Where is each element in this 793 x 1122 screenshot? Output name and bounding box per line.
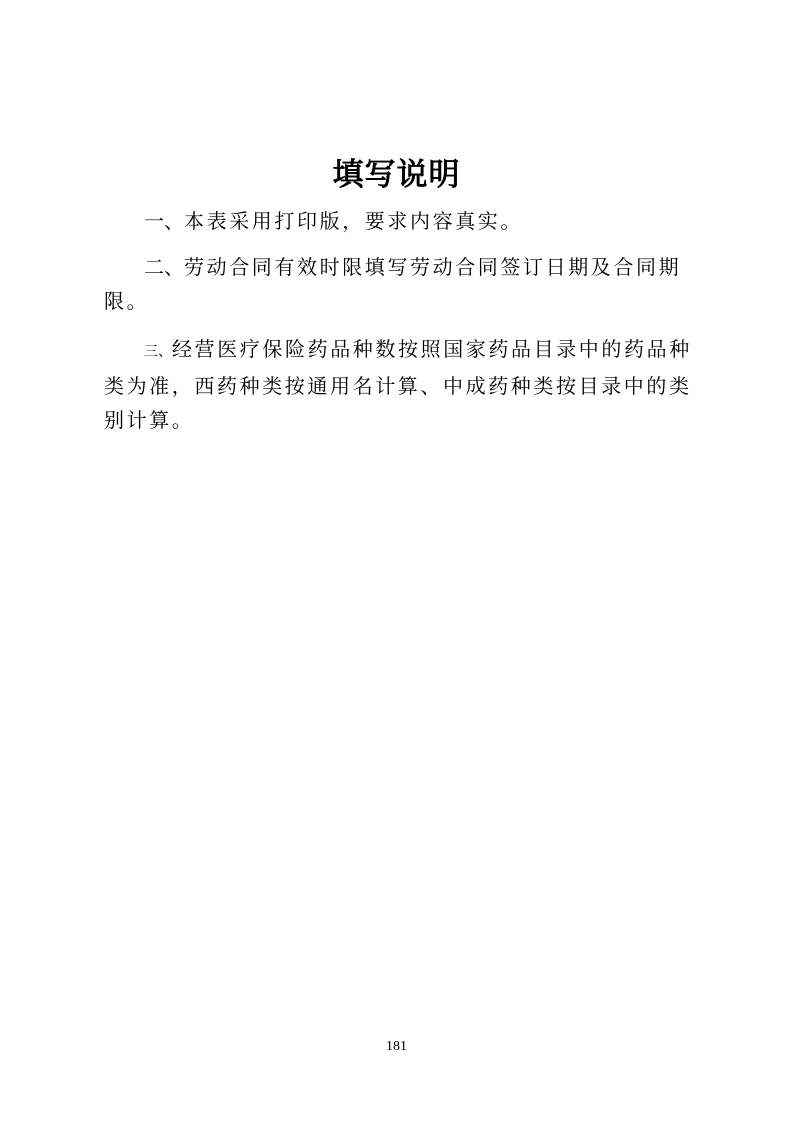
instruction-item-3 [104, 332, 694, 451]
instruction-text-1: 本表采用打印版，要求内容真实。 [184, 209, 523, 233]
page-number: 181 [386, 1039, 407, 1054]
instruction-text-2: 劳动合同有效时限填写劳动合同签订日期及合同期限。 [104, 255, 682, 313]
page-title: 填写说明 [332, 156, 461, 193]
instruction-text-3: 经营医疗保险药品种数按照国家药品目录中的药品种类为准，西药种类按通用名计算、中成药种类按目录中的类别计算。 [104, 337, 692, 432]
instruction-item-2 [104, 250, 694, 332]
instructions-list [104, 204, 694, 451]
instruction-number-2: 二、 [144, 255, 184, 279]
instruction-number-3: 三、 [144, 344, 172, 360]
instruction-item-1 [104, 204, 694, 250]
instruction-number-1: 一、 [144, 209, 184, 233]
